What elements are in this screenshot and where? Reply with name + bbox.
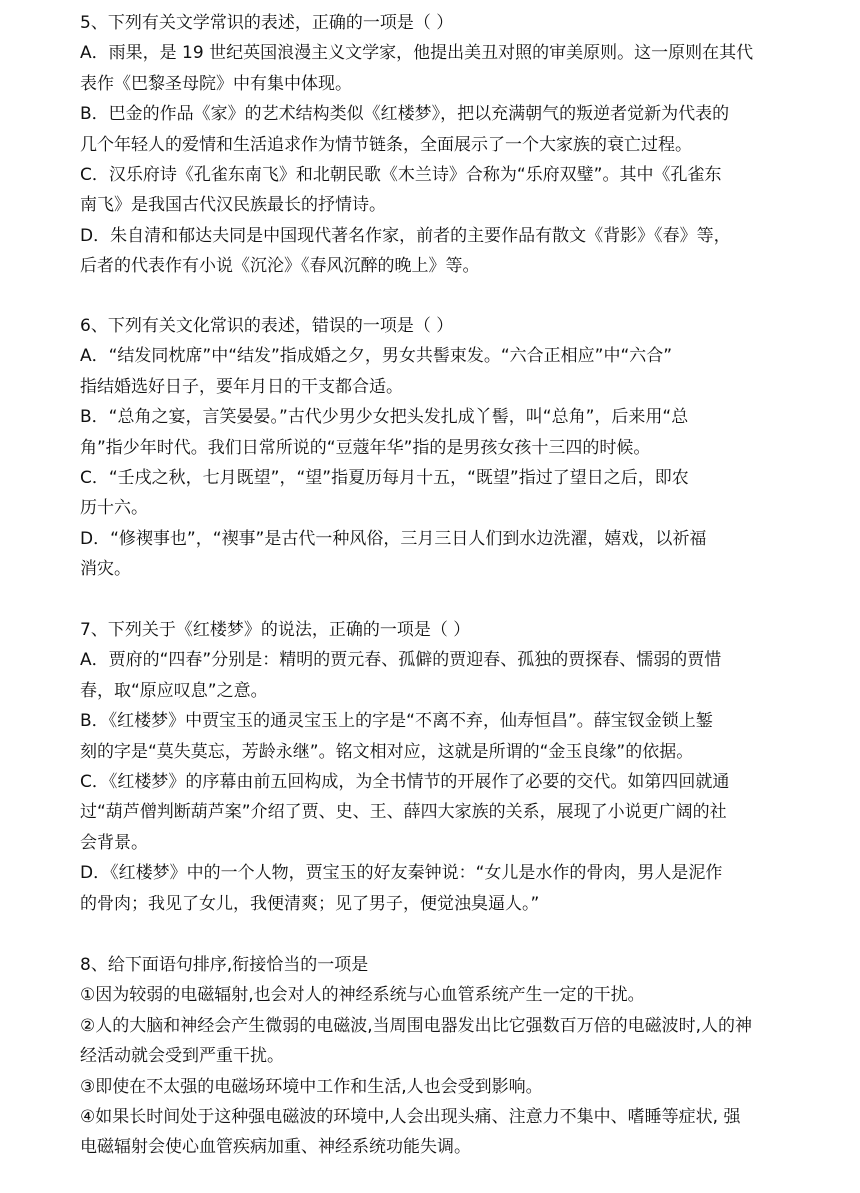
question-7-option-c-cont: 过“葫芦僧判断葫芦案”介绍了贾、史、王、薛四大家族的关系，展现了小说更广阔的社 (80, 802, 727, 823)
question-7-option-d-cont: 的骨肉；我见了女儿，我便清爽；见了男子，便觉浊臭逼人。” (80, 893, 540, 914)
question-5-option-c-cont: 南飞》是我国古代汉民族最长的抒情诗。 (80, 195, 386, 216)
question-7-option-c: C．《红楼梦》的序幕由前五回构成，为全书情节的开展作了必要的交代。如第四回就通 (80, 772, 730, 793)
question-6-stem: 6、下列有关文化常识的表述，错误的一项是（ ） (80, 316, 454, 336)
question-8 (80, 950, 785, 1163)
question-8-sentence-2: ②人的大脑和神经会产生微弱的电磁波,当周围电器发出比它强数百万倍的电磁波时,人的神 (80, 1015, 753, 1036)
question-8-sentence-1: ①因为较弱的电磁辐射,也会对人的神经系统与心血管系统产生一定的干扰。 (80, 985, 645, 1006)
question-6-option-d: D．“修禊事也”，“禊事”是古代一种风俗，三月三日人们到水边洗濯，嬉戏，以祈福 (80, 528, 707, 549)
question-8-sentence-4-cont: 电磁辐射会使心血管疾病加重、神经系统功能失调。 (80, 1137, 471, 1158)
question-8-sentence-2-cont: 经活动就会受到严重干扰。 (80, 1046, 284, 1067)
question-7-option-a: A．贾府的“四春”分别是：精明的贾元春、孤僻的贾迎春、孤独的贾探春、懦弱的贾惜 (80, 650, 722, 671)
question-6-option-a-cont: 指结婚选好日子，要年月日的干支都合适。 (80, 376, 403, 397)
question-6-option-b: B．“总角之宴，言笑晏晏。”古代少男少女把头发扎成丫髻，叫“总角”，后来用“总 (80, 407, 689, 428)
question-8-stem: 8、给下面语句排序,衔接恰当的一项是 (80, 955, 369, 975)
question-7 (80, 615, 785, 919)
question-7-option-c-cont-2: 会背景。 (80, 832, 148, 853)
question-5-stem: 5、下列有关文学常识的表述，正确的一项是（ ） (80, 13, 454, 33)
question-7-option-b-cont: 刻的字是“莫失莫忘，芳龄永继”。铭文相对应，这就是所谓的“金玉良缘”的依据。 (80, 741, 694, 762)
question-8-sentence-4: ④如果长时间处于这种强电磁波的环境中,人会出现头痛、注意力不集中、嗜睡等症状, 强 (80, 1107, 741, 1128)
question-5-option-d-cont: 后者的代表作有小说《沉沦》《春风沉醉的晚上》等。 (80, 256, 480, 277)
question-7-option-b: B．《红楼梦》中贾宝玉的通灵宝玉上的字是“不离不弃，仙寿恒昌”。薛宝钗金锁上錾 (80, 711, 713, 732)
question-5-option-b-cont: 几个年轻人的爱情和生活追求作为情节链条，全面展示了一个大家族的衰亡过程。 (80, 134, 692, 155)
question-7-stem: 7、下列关于《红楼梦》的说法，正确的一项是（ ） (80, 620, 471, 640)
question-5-option-b: B．巴金的作品《家》的艺术结构类似《红楼梦》，把以充满朝气的叛逆者觉新为代表的 (80, 104, 730, 125)
question-6-option-c-cont: 历十六。 (80, 498, 148, 519)
question-6-option-d-cont: 消灾。 (80, 559, 131, 580)
question-5-option-d: D．朱自清和郁达夫同是中国现代著名作家，前者的主要作品有散文《背影》《春》等， (80, 225, 731, 246)
question-6-option-c: C．“壬戌之秋，七月既望”，“望”指夏历每月十五，“既望”指过了望日之后，即农 (80, 468, 689, 489)
question-6-option-a: A．“结发同枕席”中“结发”指成婚之夕，男女共髻束发。“六合正相应”中“六合” (80, 346, 673, 367)
question-7-option-d: D．《红楼梦》中的一个人物，贾宝玉的好友秦钟说：“女儿是水作的骨肉，男人是泥作 (80, 863, 723, 884)
question-7-option-a-cont: 春，取“原应叹息”之意。 (80, 680, 268, 701)
question-5 (80, 8, 785, 282)
question-5-option-a-cont: 表作《巴黎圣母院》中有集中体现。 (80, 73, 352, 94)
question-6 (80, 311, 785, 585)
question-5-option-a: A．雨果，是 19 世纪英国浪漫主义文学家，他提出美丑对照的审美原则。这一原则在其代 (80, 43, 754, 64)
question-8-sentence-3: ③即使在不太强的电磁场环境中工作和生活,人也会受到影响。 (80, 1076, 543, 1097)
question-5-option-c: C．汉乐府诗《孔雀东南飞》和北朝民歌《木兰诗》合称为“乐府双璧”。其中《孔雀东 (80, 165, 722, 186)
question-6-option-b-cont: 角”指少年时代。我们日常所说的“豆蔻年华”指的是男孩女孩十三四的时候。 (80, 437, 651, 458)
